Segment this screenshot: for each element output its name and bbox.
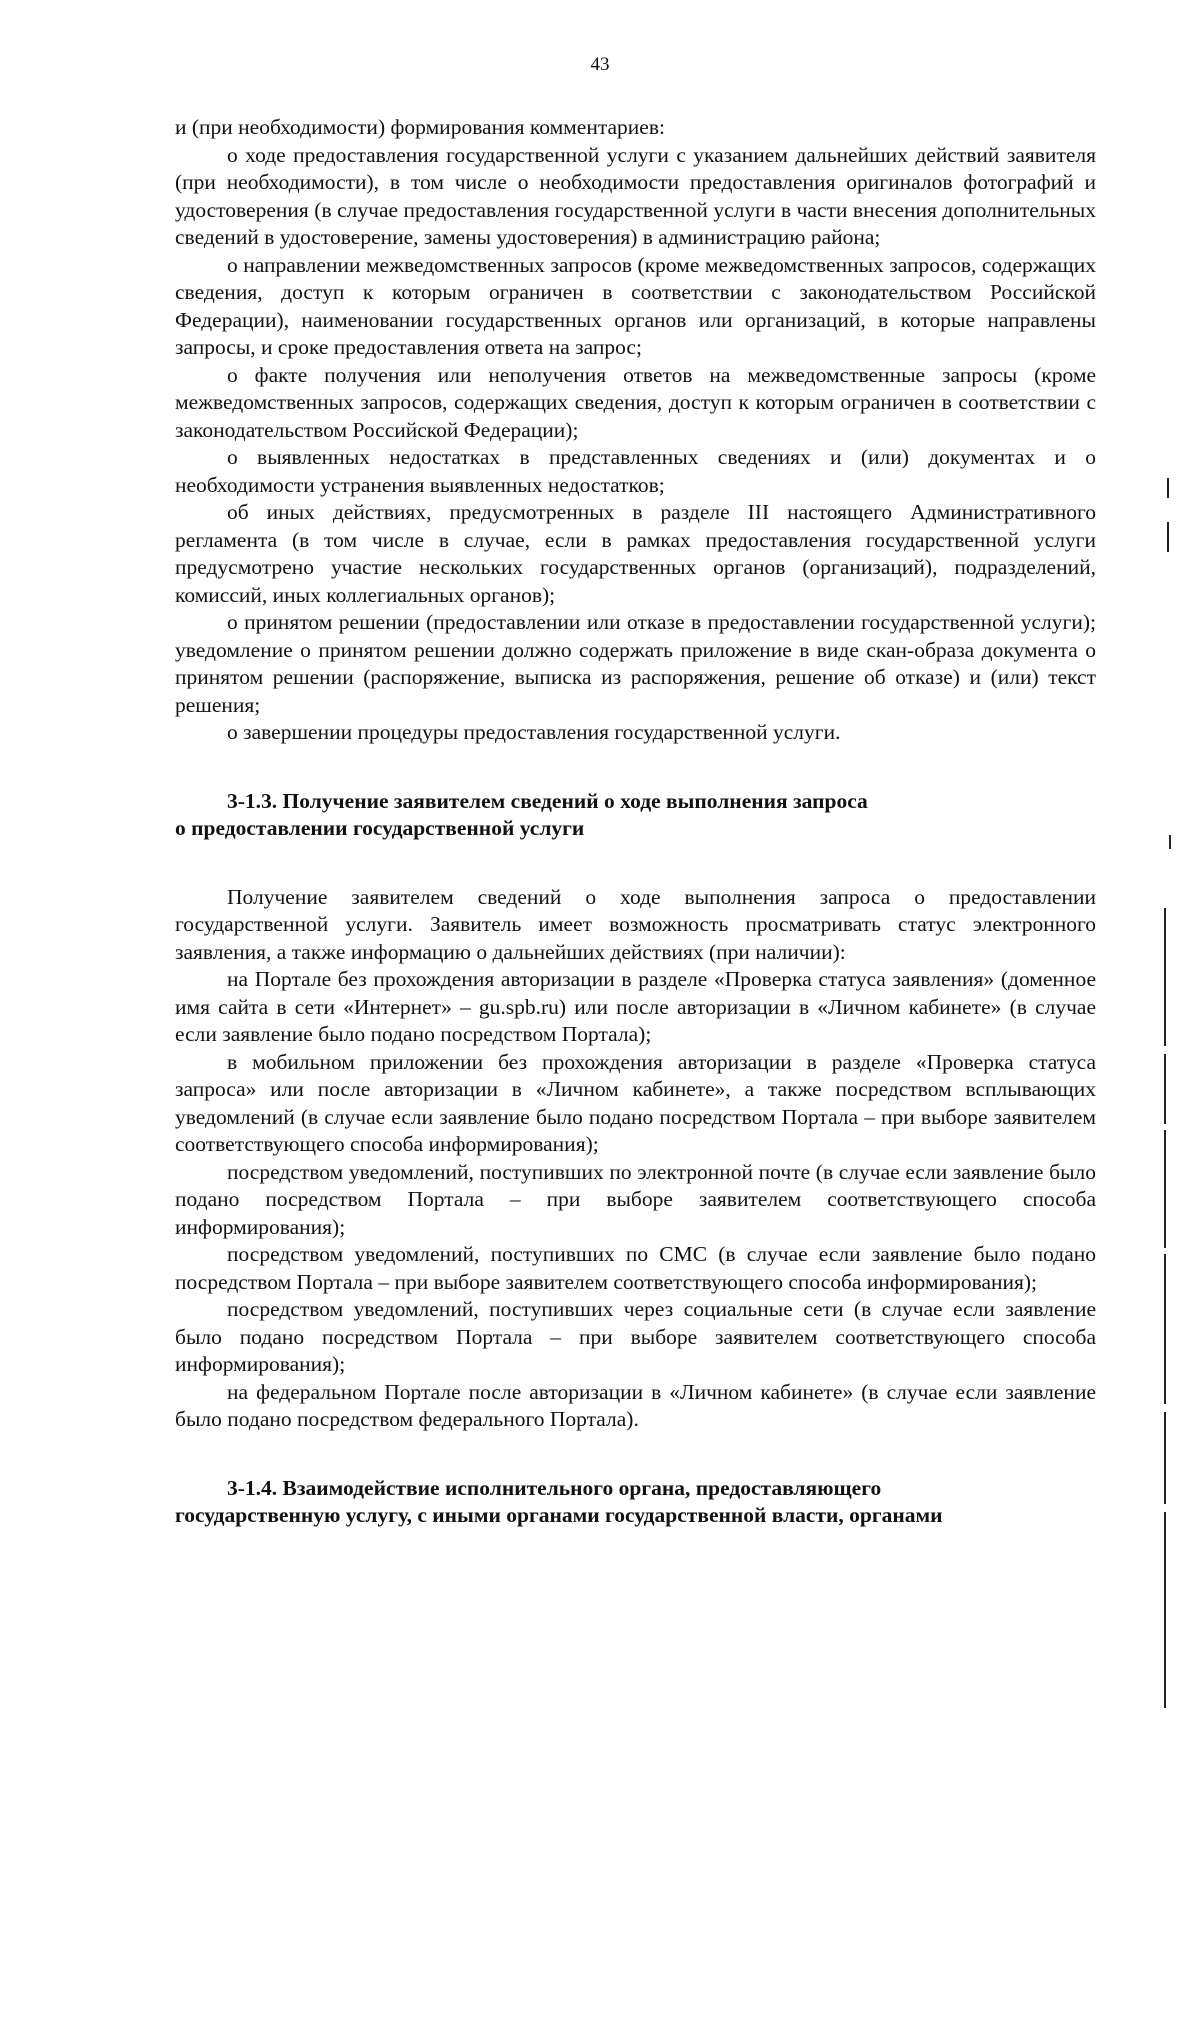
margin-mark	[1167, 522, 1169, 552]
list-item: на федеральном Портале после авторизации в «Личном кабинете» (в случае если заявление было подано посредством федерального Портала).	[175, 1379, 1096, 1431]
margin-mark	[1164, 1054, 1166, 1124]
list-item: об иных действиях, предусмотренных в разделе III настоящего Административного регламента (в том числе в случае, если в рамках предоставления государственной услуги предусмотрено участие нескольких государственных органов (организаций), подразделений, комиссий, иных коллегиальных органов);	[175, 500, 1096, 607]
margin-mark	[1164, 908, 1166, 1046]
margin-mark	[1169, 835, 1171, 849]
section-heading-3-1-4	[175, 1475, 1096, 1530]
list-item: о выявленных недостатках в представленных сведениях и (или) документах и о необходимости устранения выявленных недостатков;	[175, 445, 1096, 497]
section-heading-line: государственную услугу, с иными органами государственной власти, органами	[175, 1503, 943, 1527]
margin-mark	[1164, 1130, 1166, 1248]
list-item: о принятом решении (предоставлении или отказе в предоставлении государственной услуги); уведомление о принятом решении должно содержать приложение в виде скан-образа документа о принятом решении (распоряжение, выписка из распоряжения, решение об отказе) и (или) текст решения;	[175, 610, 1096, 717]
section-paragraph: Получение заявителем сведений о ходе выполнения запроса о предоставлении государственной услуги. Заявитель имеет возможность просматривать статус электронного заявления, а также информацию о дальнейших действиях (при наличии):	[175, 884, 1096, 964]
margin-mark	[1164, 1254, 1166, 1404]
list-item: посредством уведомлений, поступивших через социальные сети (в случае если заявление было подано посредством Портала – при выборе заявителем соответствующего способа информирования);	[175, 1297, 1096, 1376]
section-heading-3-1-3	[175, 788, 1096, 843]
document-body	[175, 114, 1096, 1530]
list-item: посредством уведомлений, поступивших по электронной почте (в случае если заявление было подано посредством Портала – при выборе заявителем соответствующего способа информирования);	[175, 1159, 1096, 1239]
list-item: в мобильном приложении без прохождения авторизации в разделе «Проверка статуса запроса» или после авторизации в «Личном кабинете», а также посредством всплывающих уведомлений (в случае если заявление было подано посредством Портала – при выборе заявителем соответствующего способа информирования);	[175, 1049, 1096, 1156]
intro-paragraph: и (при необходимости) формирования комментариев:	[175, 115, 665, 139]
list-item: о направлении межведомственных запросов (кроме межведомственных запросов, содержащих сведения, доступ к которым ограничен в соответствии с законодательством Российской Федерации), наименовании государственных органов или организаций, в которые направлены запросы, и сроке предоставления ответа на запрос;	[175, 252, 1096, 359]
section-heading-line: 3-1.3. Получение заявителем сведений о ходе выполнения запроса	[227, 788, 868, 813]
list-item: о факте получения или неполучения ответов на межведомственные запросы (кроме межведомственных запросов, содержащих сведения, доступ к которым ограничен в соответствии с законодательством Российской Федерации);	[175, 362, 1096, 442]
list-item: о ходе предоставления государственной услуги с указанием дальнейших действий заявителя (при необходимости), в том числе о необходимости предоставления оригиналов фотографий и удостоверения (в случае предоставления государственной услуги в части внесения дополнительных сведений в удостоверение, замены удостоверения) в администрацию района;	[175, 142, 1096, 249]
margin-mark	[1164, 1512, 1166, 1708]
list-item: на Портале без прохождения авторизации в разделе «Проверка статуса заявления» (доменное имя сайта в сети «Интернет» – gu.spb.ru) или после авторизации в «Личном кабинете» (в случае если заявление было подано посредством Портала);	[175, 967, 1096, 1046]
page-number: 43	[590, 54, 610, 75]
margin-mark	[1167, 478, 1169, 498]
list-item: посредством уведомлений, поступивших по СМС (в случае если заявление было подано посредством Портала – при выборе заявителем соответствующего способа информирования);	[175, 1242, 1096, 1294]
margin-mark	[1164, 1412, 1166, 1504]
list-item: о завершении процедуры предоставления государственной услуги.	[227, 720, 841, 744]
section-heading-line: о предоставлении государственной услуги	[175, 816, 585, 840]
section-heading-line: 3-1.4. Взаимодействие исполнительного органа, предоставляющего	[227, 1475, 882, 1500]
